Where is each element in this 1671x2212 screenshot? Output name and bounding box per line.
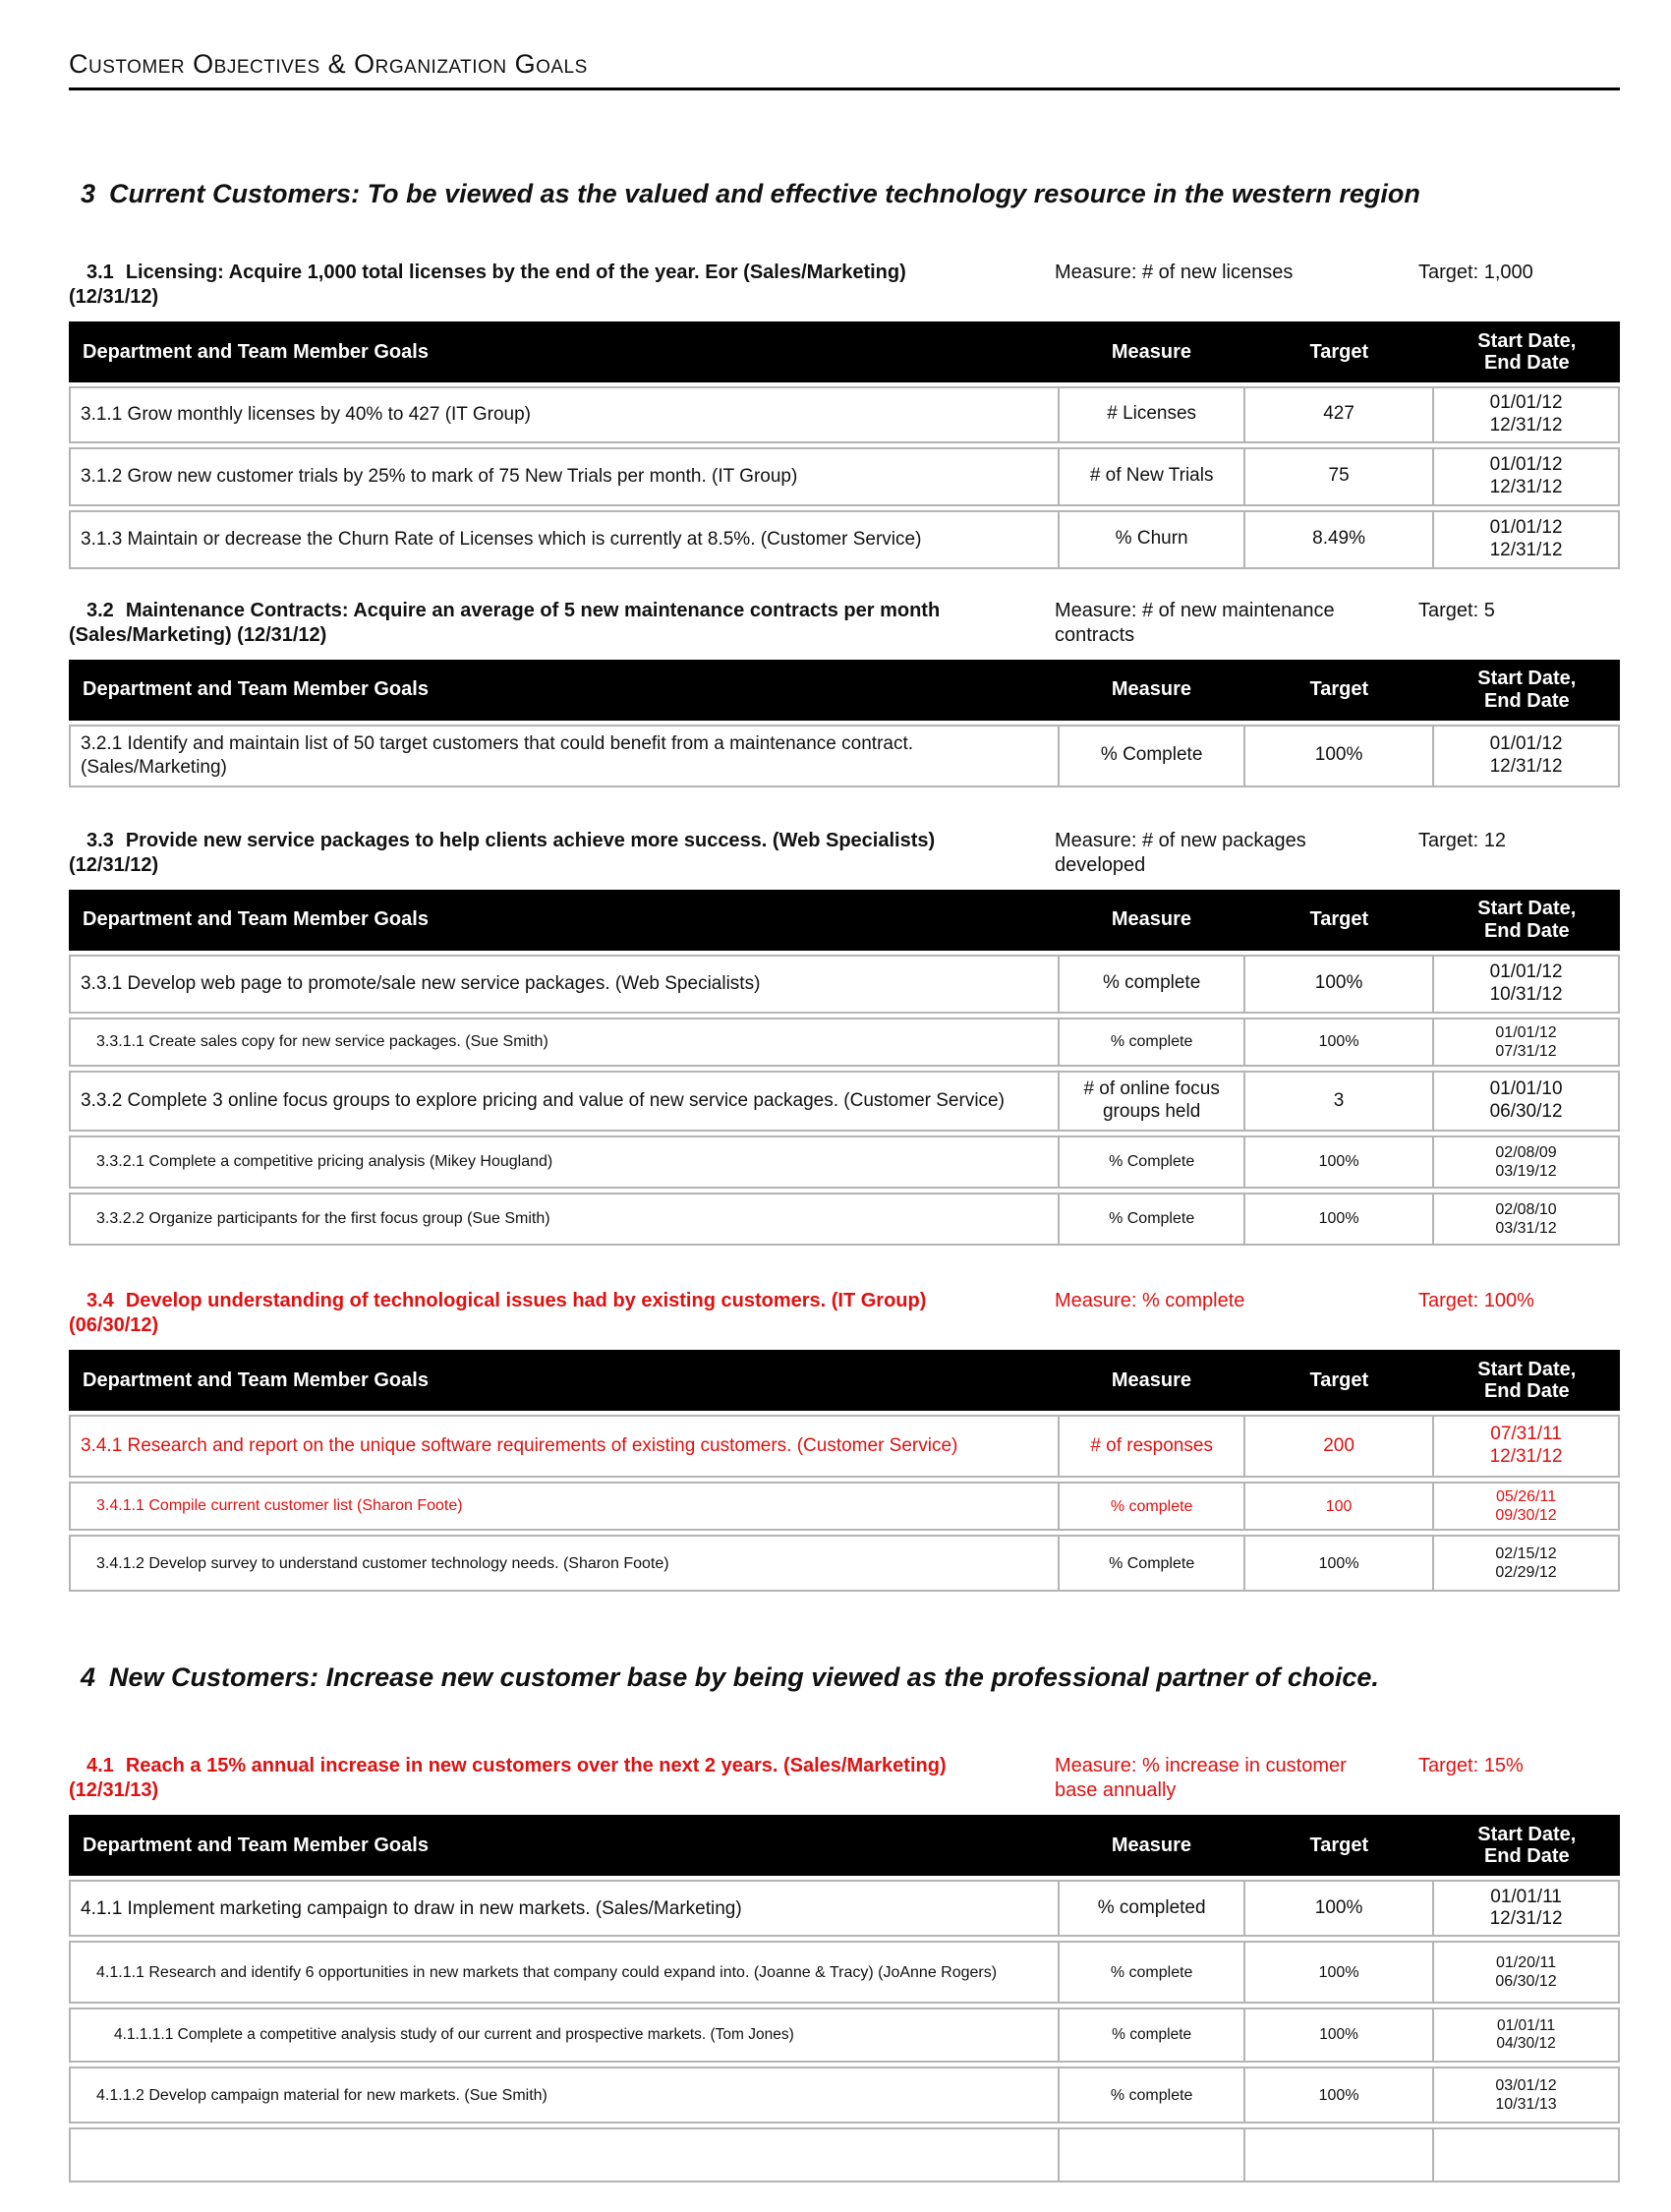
target-cell: 3: [1243, 1073, 1432, 1130]
target-value: 12: [1483, 829, 1506, 851]
table-row: [69, 386, 1620, 443]
measure-label: Measure:: [1055, 599, 1137, 621]
table-header: [69, 1815, 1620, 1876]
table-row: [69, 1135, 1620, 1189]
table-header: [69, 1350, 1620, 1411]
target-label: Target:: [1418, 262, 1479, 284]
table-row: [69, 725, 1620, 787]
dates-cell: 01/01/12 12/31/12: [1432, 512, 1618, 567]
target-value: 1,000: [1483, 262, 1533, 284]
goals-table-3-2: [69, 660, 1620, 787]
objective-4-1-heading: [69, 1754, 1620, 1803]
dates-cell: 01/20/11 06/30/12: [1432, 1943, 1618, 2002]
col-header-target: Target: [1309, 1368, 1369, 1391]
measure-cell: % Complete: [1058, 1194, 1243, 1244]
dates-cell: 02/08/09 03/19/12: [1432, 1137, 1618, 1187]
measure-cell: % Complete: [1058, 1537, 1243, 1590]
goals-table-3-4: [69, 1350, 1620, 1592]
target-cell: 100%: [1243, 1943, 1432, 2002]
dates-cell: 01/01/11 12/31/12: [1432, 1882, 1618, 1935]
table-row: [69, 1482, 1620, 1531]
objective-title: 3.2 Maintenance Contracts: Acquire an average of 5 new maintenance contracts per month (Sales/Marketing) (12/31/12): [69, 599, 941, 646]
goal-cell: 3.4.1.2 Develop survey to understand customer technology needs. (Sharon Foote): [96, 1554, 669, 1572]
objective-measure: [1055, 1754, 1361, 1803]
dates-cell: 07/31/11 12/31/12: [1432, 1417, 1618, 1476]
table-row: [69, 1415, 1620, 1478]
goals-table-4-1: [69, 1815, 1620, 2183]
measure-value: # of new packages developed: [1055, 829, 1306, 876]
goal-cell: 3.2.1 Identify and maintain list of 50 target customers that could benefit from a maintenance contract. (Sales/Marketing): [81, 733, 914, 778]
goal-cell: 3.3.2.1 Complete a competitive pricing analysis (Mikey Hougland): [96, 1153, 553, 1171]
col-header-dates: Start Date, End Date: [1477, 329, 1577, 375]
goal-cell: 4.1.1.1 Research and identify 6 opportunities in new markets that company could expand into. (Joanne & Tracy) (JoAnne Rogers): [96, 1963, 998, 1981]
dates-cell: 01/01/11 04/30/12: [1432, 2009, 1618, 2061]
col-header-goals: Department and Team Member Goals: [83, 908, 429, 931]
col-header-measure: Measure: [1111, 908, 1191, 931]
measure-cell: % completed: [1058, 1882, 1243, 1935]
goals-table-3-1: [69, 321, 1620, 569]
table-row: [69, 955, 1620, 1014]
measure-cell: % complete: [1058, 1943, 1243, 2002]
table-row: [69, 2066, 1620, 2124]
objective-3-3-heading: [69, 829, 1620, 878]
target-cell: 100: [1243, 1484, 1432, 1529]
table-row: [69, 1018, 1620, 1067]
dates-cell: 01/01/12 12/31/12: [1432, 388, 1618, 441]
objective-number: 3.4: [86, 1290, 114, 1312]
goal-cell: 3.4.1.1 Compile current customer list (Sharon Foote): [96, 1497, 463, 1515]
objective-3-4-heading: [69, 1289, 1620, 1338]
col-header-goals: Department and Team Member Goals: [83, 1368, 429, 1391]
measure-cell: % complete: [1058, 2009, 1243, 2061]
col-header-dates: Start Date, End Date: [1477, 1824, 1577, 1868]
measure-value: % complete: [1141, 1290, 1245, 1312]
objective-title: 4.1 Reach a 15% annual increase in new customers over the next 2 years. (Sales/Marketing) (12/31/13): [69, 1755, 947, 1802]
dates-cell: 01/01/12 12/31/12: [1432, 449, 1618, 504]
col-header-dates: Start Date, End Date: [1477, 898, 1577, 942]
measure-cell: % complete: [1058, 1484, 1243, 1529]
table-row: [69, 1193, 1620, 1246]
objective-target: [1418, 261, 1620, 285]
measure-cell: % complete: [1058, 1019, 1243, 1065]
col-header-target: Target: [1309, 1834, 1369, 1856]
col-header-goals: Department and Team Member Goals: [83, 1834, 429, 1856]
table-row: [69, 1071, 1620, 1132]
table-header: [69, 890, 1620, 951]
col-header-measure: Measure: [1111, 678, 1191, 701]
table-row: [69, 447, 1620, 506]
target-label: Target:: [1418, 1755, 1479, 1777]
objective-measure: [1055, 261, 1361, 285]
dates-cell: 01/01/10 06/30/12: [1432, 1073, 1618, 1130]
target-cell: 75: [1243, 449, 1432, 504]
objective-measure: [1055, 829, 1361, 878]
target-cell: 100%: [1243, 1537, 1432, 1590]
measure-cell: % Complete: [1058, 1137, 1243, 1187]
target-cell: 8.49%: [1243, 512, 1432, 567]
measure-label: Measure:: [1055, 1755, 1137, 1777]
measure-label: Measure:: [1055, 1290, 1137, 1312]
section-4-heading: [69, 1662, 1620, 1693]
col-header-target: Target: [1309, 678, 1369, 701]
table-row: [69, 2008, 1620, 2063]
table-header: [69, 660, 1620, 721]
goal-cell: 3.1.3 Maintain or decrease the Churn Rate of Licenses which is currently at 8.5%. (Customer Service): [81, 529, 922, 551]
objective-3-2-heading: [69, 599, 1620, 648]
measure-cell: % Complete: [1058, 727, 1243, 786]
col-header-measure: Measure: [1111, 340, 1191, 363]
measure-label: Measure:: [1055, 829, 1137, 851]
target-cell: 100%: [1243, 727, 1432, 786]
col-header-dates: Start Date, End Date: [1477, 1358, 1577, 1403]
col-header-measure: Measure: [1111, 1368, 1191, 1391]
section-title: New Customers: Increase new customer base by being viewed as the professional partner of choice.: [109, 1662, 1379, 1693]
objective-3-1-heading: [69, 261, 1620, 310]
measure-value: # of new licenses: [1141, 262, 1294, 284]
table-row: [69, 1535, 1620, 1592]
goal-cell: 4.1.1.2 Develop campaign material for new markets. (Sue Smith): [96, 2086, 547, 2104]
table-row: [69, 510, 1620, 569]
measure-cell: % complete: [1058, 957, 1243, 1012]
measure-value: % increase in customer base annually: [1055, 1755, 1347, 1802]
objective-target: [1418, 1289, 1620, 1313]
goal-cell: 3.1.1 Grow monthly licenses by 40% to 427 (IT Group): [81, 404, 531, 426]
objective-title: 3.3 Provide new service packages to help clients achieve more success. (Web Specialists) (12/31/12): [69, 829, 936, 876]
objective-measure: [1055, 599, 1361, 648]
dates-cell: 01/01/12 07/31/12: [1432, 1019, 1618, 1065]
target-value: 100%: [1483, 1290, 1534, 1312]
section-3-heading: [69, 179, 1620, 209]
goal-cell: 3.3.1.1 Create sales copy for new service packages. (Sue Smith): [96, 1033, 548, 1051]
doc-running-header: [69, 49, 1620, 90]
target-label: Target:: [1418, 599, 1479, 621]
col-header-goals: Department and Team Member Goals: [83, 678, 429, 701]
goal-cell: 4.1.1.1.1 Complete a competitive analysis study of our current and prospective markets. (Tom Jones): [114, 2025, 794, 2043]
dates-cell: 02/08/10 03/31/12: [1432, 1194, 1618, 1244]
measure-cell: # of responses: [1058, 1417, 1243, 1476]
goal-cell: 3.3.2.2 Organize participants for the first focus group (Sue Smith): [96, 1210, 550, 1228]
dates-cell: [1432, 2129, 1618, 2181]
goal-cell: 3.1.2 Grow new customer trials by 25% to mark of 75 New Trials per month. (IT Group): [81, 466, 798, 488]
dates-cell: 02/15/12 02/29/12: [1432, 1537, 1618, 1590]
measure-cell: # of New Trials: [1058, 449, 1243, 504]
objective-title: 3.4 Develop understanding of technological issues had by existing customers. (IT Group) (06/30/12): [69, 1290, 927, 1337]
target-cell: 427: [1243, 388, 1432, 441]
objective-target: [1418, 599, 1620, 623]
target-cell: 100%: [1243, 957, 1432, 1012]
document-page: [69, 49, 1620, 2183]
target-cell: 100%: [1243, 1882, 1432, 1935]
measure-cell: % Churn: [1058, 512, 1243, 567]
col-header-dates: Start Date, End Date: [1477, 668, 1577, 712]
measure-cell: % complete: [1058, 2068, 1243, 2122]
col-header-measure: Measure: [1111, 1834, 1191, 1856]
doc-title: Customer Objectives & Organization Goals: [69, 49, 588, 79]
objective-measure: [1055, 1289, 1361, 1313]
objective-target: [1418, 1754, 1620, 1778]
measure-cell: # of online focus groups held: [1058, 1073, 1243, 1130]
dates-cell: 03/01/12 10/31/13: [1432, 2068, 1618, 2122]
goal-cell: 3.4.1 Research and report on the unique software requirements of existing customers. (Customer Service): [81, 1435, 958, 1457]
table-row: [69, 1941, 1620, 2004]
measure-value: # of new maintenance contracts: [1055, 599, 1335, 646]
dates-cell: 01/01/12 10/31/12: [1432, 957, 1618, 1012]
goal-cell: 3.3.1 Develop web page to promote/sale new service packages. (Web Specialists): [81, 973, 761, 995]
goal-cell: 3.3.2 Complete 3 online focus groups to explore pricing and value of new service packages. (Customer Service): [81, 1090, 1005, 1112]
objective-number: 3.2: [86, 599, 114, 621]
target-label: Target:: [1418, 829, 1479, 851]
goal-cell: 4.1.1 Implement marketing campaign to draw in new markets. (Sales/Marketing): [81, 1897, 742, 1919]
target-cell: [1243, 2129, 1432, 2181]
dates-cell: 01/01/12 12/31/12: [1432, 727, 1618, 786]
col-header-target: Target: [1309, 340, 1369, 363]
col-header-target: Target: [1309, 908, 1369, 931]
objective-number: 3.1: [86, 262, 114, 284]
target-cell: 100%: [1243, 1194, 1432, 1244]
objective-number: 4.1: [86, 1755, 114, 1777]
col-header-goals: Department and Team Member Goals: [83, 340, 429, 363]
goals-table-3-3: [69, 890, 1620, 1246]
section-number: 4: [81, 1662, 96, 1693]
table-row-partial: [69, 2127, 1620, 2183]
section-number: 3: [81, 179, 96, 208]
goal-cell: [71, 2129, 1058, 2181]
target-cell: 100%: [1243, 2009, 1432, 2061]
target-cell: 100%: [1243, 1137, 1432, 1187]
dates-cell: 05/26/11 09/30/12: [1432, 1484, 1618, 1529]
objective-target: [1418, 829, 1620, 853]
table-header: [69, 321, 1620, 382]
measure-label: Measure:: [1055, 262, 1137, 284]
target-value: 15%: [1483, 1755, 1524, 1777]
target-label: Target:: [1418, 1290, 1479, 1312]
target-cell: 200: [1243, 1417, 1432, 1476]
objective-number: 3.3: [86, 829, 114, 851]
measure-cell: [1058, 2129, 1243, 2181]
target-cell: 100%: [1243, 2068, 1432, 2122]
target-cell: 100%: [1243, 1019, 1432, 1065]
section-title: Current Customers: To be viewed as the valued and effective technology resource in the western region: [109, 179, 1420, 208]
objective-title: 3.1 Licensing: Acquire 1,000 total licenses by the end of the year. Eor (Sales/Marketing) (12/31/12): [69, 262, 906, 309]
table-row: [69, 1880, 1620, 1937]
target-value: 5: [1483, 599, 1495, 621]
measure-cell: # Licenses: [1058, 388, 1243, 441]
